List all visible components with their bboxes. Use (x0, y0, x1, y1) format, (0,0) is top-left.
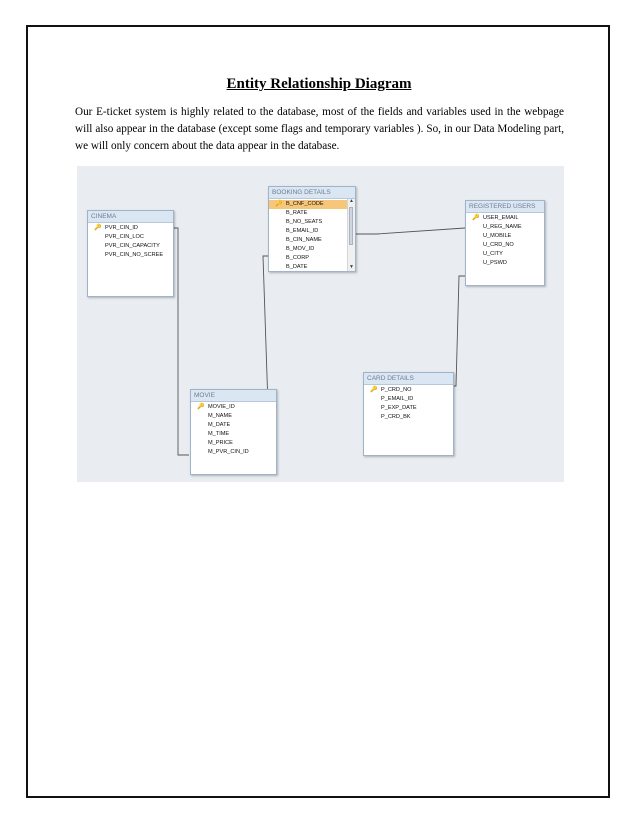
table-title: CARD DETAILS (364, 373, 453, 385)
table-cinema[interactable] (87, 210, 174, 297)
er-diagram (77, 166, 564, 482)
relation-cinema-movie (172, 228, 189, 455)
field-row[interactable]: PVR_CIN_NO_SCREE (105, 252, 164, 258)
scroll-down-icon[interactable]: ▼ (349, 265, 354, 270)
field-row[interactable]: 🔑 MOVIE_ID (197, 404, 235, 410)
field-row[interactable]: B_EMAIL_ID (286, 228, 319, 234)
field-row[interactable]: B_MOV_ID (286, 246, 315, 252)
field-row[interactable]: 🔑 P_CRD_NO (370, 387, 412, 393)
field-row[interactable]: P_CRD_BK (381, 414, 411, 420)
table-title: CINEMA (88, 211, 173, 223)
table-registered-users[interactable] (465, 200, 545, 286)
field-row[interactable]: M_NAME (208, 413, 232, 419)
field-row[interactable]: M_PVR_CIN_ID (208, 449, 249, 455)
field-row[interactable]: U_CRD_NO (483, 242, 514, 248)
intro-paragraph: Our E-ticket system is highly related to the database, most of the fields and variables used in the webpage will also appear in the database (except some flags and temporary variables ). So, in our Data Modeling part, we will only concern about the data appear in the database. (75, 106, 564, 152)
key-icon: 🔑 (94, 225, 102, 231)
field-row[interactable]: 🔑 B_CNF_CODE (269, 200, 347, 209)
key-icon: 🔑 (370, 387, 378, 393)
table-card-details[interactable] (363, 372, 454, 456)
field-row[interactable]: P_EMAIL_ID (381, 396, 414, 402)
field-row[interactable]: B_NO_SEATS (286, 219, 323, 225)
page-title: Entity Relationship Diagram (226, 76, 412, 92)
key-icon: 🔑 (197, 404, 205, 410)
field-row[interactable]: PVR_CIN_CAPACITY (105, 243, 160, 249)
table-title: BOOKING DETAILS (269, 187, 355, 199)
field-row[interactable]: U_REG_NAME (483, 224, 522, 230)
field-row[interactable]: PVR_CIN_LOC (105, 234, 144, 240)
field-row[interactable]: B_CIN_NAME (286, 237, 322, 243)
field-row[interactable]: M_PRICE (208, 440, 233, 446)
field-row[interactable]: P_EXP_DATE (381, 405, 417, 411)
table-booking-details[interactable] (268, 186, 356, 272)
table-title: MOVIE (191, 390, 276, 402)
relation-registered-card (453, 276, 465, 386)
table-title: REGISTERED USERS (466, 201, 544, 213)
relation-movie-booking (263, 256, 268, 406)
relation-booking-registered (354, 228, 465, 234)
field-row[interactable]: B_DATE (286, 264, 308, 270)
field-row[interactable]: 🔑 USER_EMAIL (472, 215, 519, 221)
field-row[interactable]: U_CITY (483, 251, 503, 257)
key-icon: 🔑 (472, 215, 480, 221)
field-row[interactable]: M_TIME (208, 431, 230, 437)
scroll-thumb[interactable] (349, 207, 353, 245)
field-row[interactable]: B_RATE (286, 210, 308, 216)
field-row[interactable]: U_MOBILE (483, 233, 512, 239)
field-row[interactable]: 🔑 PVR_CIN_ID (94, 225, 138, 231)
table-movie[interactable] (190, 389, 277, 475)
scroll-up-icon[interactable]: ▲ (349, 199, 354, 204)
key-icon: 🔑 (275, 201, 283, 207)
vertical-scrollbar[interactable] (347, 199, 355, 271)
field-row[interactable]: U_PSWD (483, 260, 507, 266)
field-row[interactable]: B_CORP (286, 255, 310, 261)
field-row[interactable]: M_DATE (208, 422, 231, 428)
